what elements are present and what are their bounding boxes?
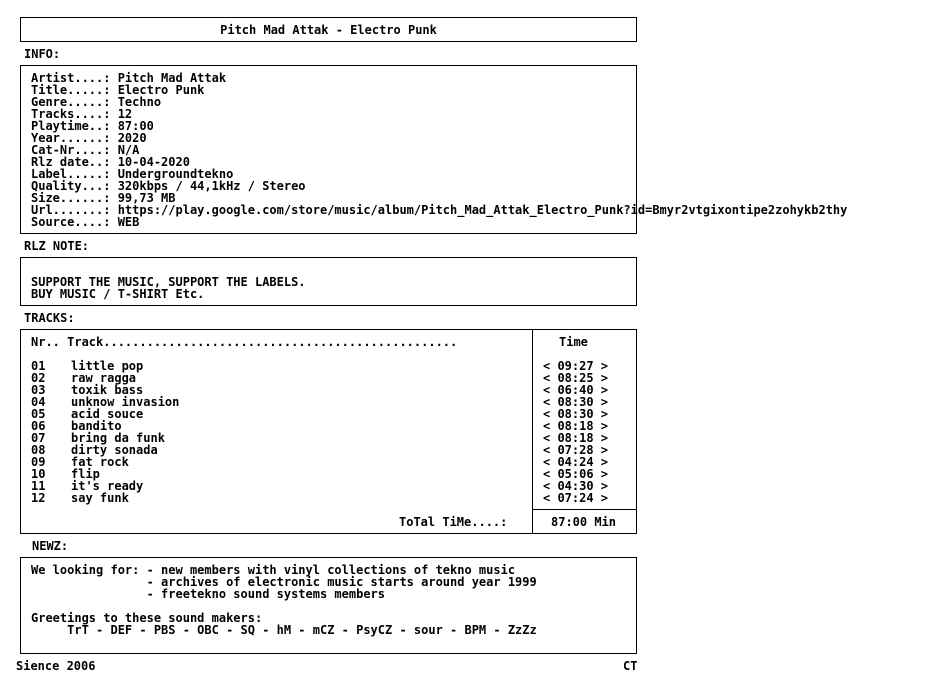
info-line: Quality...: 320kbps / 44,1kHz / Stereo: [31, 179, 306, 193]
track-name: toxik bass: [71, 383, 144, 397]
total-time-label: ToTal TiMe....:: [399, 515, 508, 529]
info-line: Artist....: Pitch Mad Attak: [31, 71, 227, 85]
tracks-column-header: Nr.. Track.................................................: [31, 335, 458, 349]
track-name: dirty sonada: [71, 443, 158, 457]
newz-line: - archives of electronic music starts around year 1999: [31, 575, 537, 589]
track-number: 09: [31, 455, 46, 469]
track-number: 03: [31, 383, 46, 397]
track-name: raw ragga: [71, 371, 137, 385]
tracks-total-divider: [532, 509, 636, 510]
newz-line: - freetekno sound systems members: [31, 587, 386, 601]
title-box: [20, 17, 637, 42]
track-number: 08: [31, 443, 46, 457]
track-time: < 07:28 >: [543, 443, 609, 457]
track-time: < 05:06 >: [543, 467, 609, 481]
track-number: 01: [31, 359, 46, 373]
track-time: < 06:40 >: [543, 383, 609, 397]
track-name: it's ready: [71, 479, 144, 493]
track-number: 12: [31, 491, 46, 505]
track-time: < 04:30 >: [543, 479, 609, 493]
track-time: < 07:24 >: [543, 491, 609, 505]
info-line: Label.....: Undergroundtekno: [31, 167, 234, 181]
newz-header: NEWZ:: [32, 539, 69, 553]
rlz-note-line-1: SUPPORT THE MUSIC, SUPPORT THE LABELS.: [31, 275, 306, 289]
track-number: 05: [31, 407, 46, 421]
track-name: bring da funk: [71, 431, 165, 445]
track-number: 07: [31, 431, 46, 445]
info-line: Url.......: https://play.google.com/store/music/album/Pitch_Mad_Attak_Electro_Punk?id=Bmyr2vtgixontipe2zohykb2thy: [31, 203, 848, 217]
track-name: flip: [71, 467, 100, 481]
track-name: unknow invasion: [71, 395, 180, 409]
info-header: INFO:: [24, 47, 61, 61]
info-line: Cat-Nr....: N/A: [31, 143, 140, 157]
rlz-note-line-2: BUY MUSIC / T-SHIRT Etc.: [31, 287, 205, 301]
track-name: little pop: [71, 359, 144, 373]
newz-line: Greetings to these sound makers:: [31, 611, 263, 625]
track-time: < 09:27 >: [543, 359, 609, 373]
track-number: 10: [31, 467, 46, 481]
info-box: [20, 65, 848, 234]
tracks-box: [20, 329, 637, 534]
info-line: Size......: 99,73 MB: [31, 191, 176, 205]
track-number: 06: [31, 419, 46, 433]
total-time-value: 87:00 Min: [551, 515, 617, 529]
newz-line: We looking for: - new members with vinyl collections of tekno music: [31, 563, 516, 577]
track-time: < 08:18 >: [543, 419, 609, 433]
footer-left: Sience 2006: [16, 659, 96, 673]
track-time: < 08:30 >: [543, 395, 609, 409]
info-line: Source....: WEB: [31, 215, 140, 229]
track-name: say funk: [71, 491, 129, 505]
info-line: Year......: 2020: [31, 131, 147, 145]
footer-right: CT: [623, 659, 638, 673]
track-time: < 08:25 >: [543, 371, 609, 385]
track-name: acid souce: [71, 407, 144, 421]
newz-box: [20, 557, 637, 654]
track-time: < 08:18 >: [543, 431, 609, 445]
page-title: Pitch Mad Attak - Electro Punk: [220, 23, 437, 37]
track-time: < 04:24 >: [543, 455, 609, 469]
track-number: 02: [31, 371, 46, 385]
rlz-note-header: RLZ NOTE:: [24, 239, 90, 253]
tracks-column-divider: [532, 330, 533, 533]
track-number: 11: [31, 479, 46, 493]
track-name: fat rock: [71, 455, 129, 469]
newz-line: TrT - DEF - PBS - OBC - SQ - hM - mCZ - PsyCZ - sour - BPM - ZzZz: [31, 623, 537, 637]
time-column-header: Time: [559, 335, 588, 349]
tracks-header: TRACKS:: [24, 311, 75, 325]
info-line: Title.....: Electro Punk: [31, 83, 205, 97]
info-line: Playtime..: 87:00: [31, 119, 154, 133]
track-time: < 08:30 >: [543, 407, 609, 421]
track-number: 04: [31, 395, 46, 409]
track-name: bandito: [71, 419, 122, 433]
info-line: Rlz date..: 10-04-2020: [31, 155, 190, 169]
info-line: Tracks....: 12: [31, 107, 133, 121]
rlz-note-box: [20, 257, 637, 306]
info-line: Genre.....: Techno: [31, 95, 162, 109]
